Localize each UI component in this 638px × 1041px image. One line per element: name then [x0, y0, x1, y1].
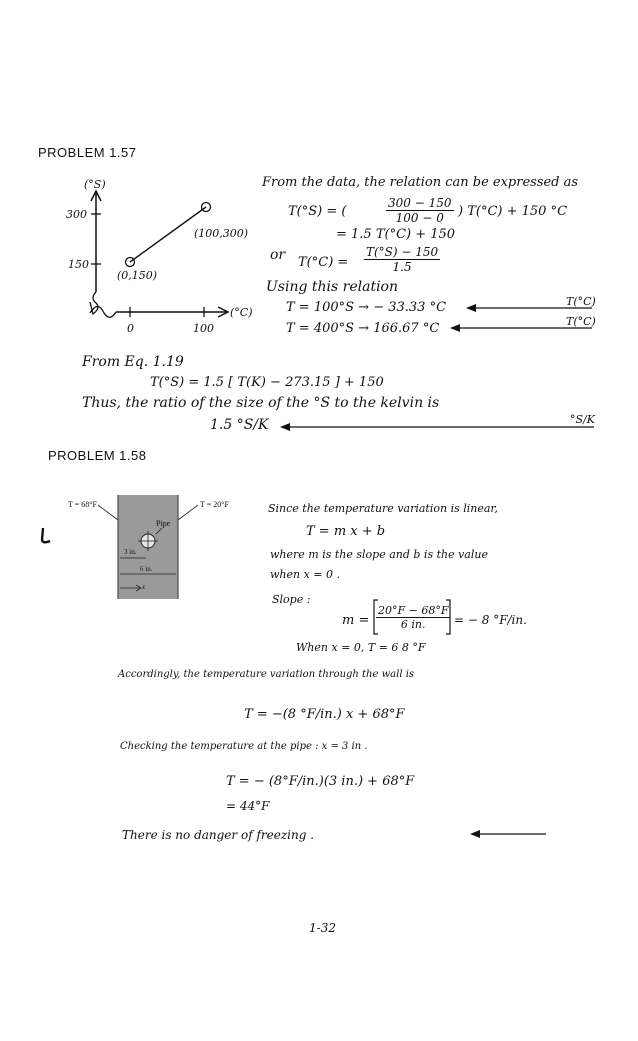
p157-ratio-tag: °S/K [570, 413, 595, 426]
graph-x-tick-100: 100 [193, 322, 214, 335]
graph-x-tick-0: 0 [127, 322, 134, 335]
p157-eq3-lhs: T(°C) = [298, 255, 349, 270]
p157-eq1-lhs: T(°S) = ( [288, 204, 347, 219]
p158-where-1: where m is the slope and b is the value [270, 548, 488, 561]
wall-dim-6in: 6 in. [140, 565, 153, 573]
wall-t-left-label: T = 68°F [68, 500, 97, 509]
p158-eq-check: T = − (8°F/in.)(3 in.) + 68°F [226, 774, 415, 789]
p158-m-num: 20°F − 68°F [378, 604, 449, 617]
p157-eq2: = 1.5 T(°C) + 150 [336, 227, 456, 242]
p157-eq1-num: 300 − 150 [388, 196, 452, 210]
graph-point-a-label: (0,150) [117, 269, 158, 282]
p158-since: Since the temperature variation is linear, [268, 502, 498, 515]
p158-conclusion: There is no danger of freezing . [122, 828, 315, 842]
p157-eq3-den: 1.5 [392, 260, 412, 274]
graph-point-b-label: (100,300) [194, 227, 249, 240]
p158-slope-label: Slope : [272, 593, 311, 606]
p157-result-2-tag: T(°C) [566, 315, 596, 328]
p158-when: When x = 0, T = 6 8 °F [296, 641, 426, 654]
p157-eq4: T(°S) = 1.5 [ T(K) − 273.15 ] + 150 [150, 375, 384, 390]
problem-158-title: PROBLEM 1.58 [48, 448, 147, 463]
p158-checking: Checking the temperature at the pipe : x = 3 in . [120, 741, 368, 752]
graph-y-tick-300: 300 [66, 208, 87, 221]
wall-t-right-label: T = 20°F [200, 500, 229, 509]
p158-m-eq: m = [342, 613, 370, 628]
wall-x-axis-label: x [142, 583, 146, 591]
graph-y-label: (°S) [84, 178, 106, 191]
problem-157-title: PROBLEM 1.57 [38, 145, 137, 160]
p157-eq3-num: T(°S) − 150 [366, 245, 439, 259]
p158-accordingly: Accordingly, the temperature variation through the wall is [118, 669, 415, 680]
p157-thus: Thus, the ratio of the size of the °S to the kelvin is [82, 395, 440, 411]
p157-from-eq: From Eq. 1.19 [82, 354, 184, 370]
p158-arrow-head [470, 830, 480, 838]
page-number: 1-32 [309, 921, 336, 935]
p157-ratio: 1.5 °S/K [210, 417, 269, 433]
p158-eq-result: = 44°F [226, 799, 270, 813]
graph-x-label: (°C) [230, 306, 253, 319]
p157-result-1: T = 100°S → − 33.33 °C [286, 300, 447, 315]
p157-eq1-rhs: ) T(°C) + 150 °C [458, 204, 568, 219]
p157-using: Using this relation [266, 279, 398, 295]
graph-y-tick-150: 150 [68, 258, 89, 271]
p158-eq-T: T = −(8 °F/in.) x + 68°F [244, 707, 405, 722]
p158-where-2: when x = 0 . [270, 568, 340, 581]
p157-intro: From the data, the relation can be expressed as [262, 175, 579, 190]
p158-eq-linear: T = m x + b [306, 524, 386, 539]
p157-result-2: T = 400°S → 166.67 °C [286, 321, 440, 336]
p157-result-1-tag: T(°C) [566, 295, 596, 308]
wall-dim-3in: 3 in. [124, 548, 137, 556]
p158-m-result: = − 8 °F/in. [454, 613, 527, 627]
p157-eq1-den: 100 − 0 [395, 211, 444, 225]
p157-or: or [270, 247, 286, 263]
p158-m-den: 6 in. [400, 618, 426, 631]
wall-pipe-label: Pipe [156, 519, 171, 528]
